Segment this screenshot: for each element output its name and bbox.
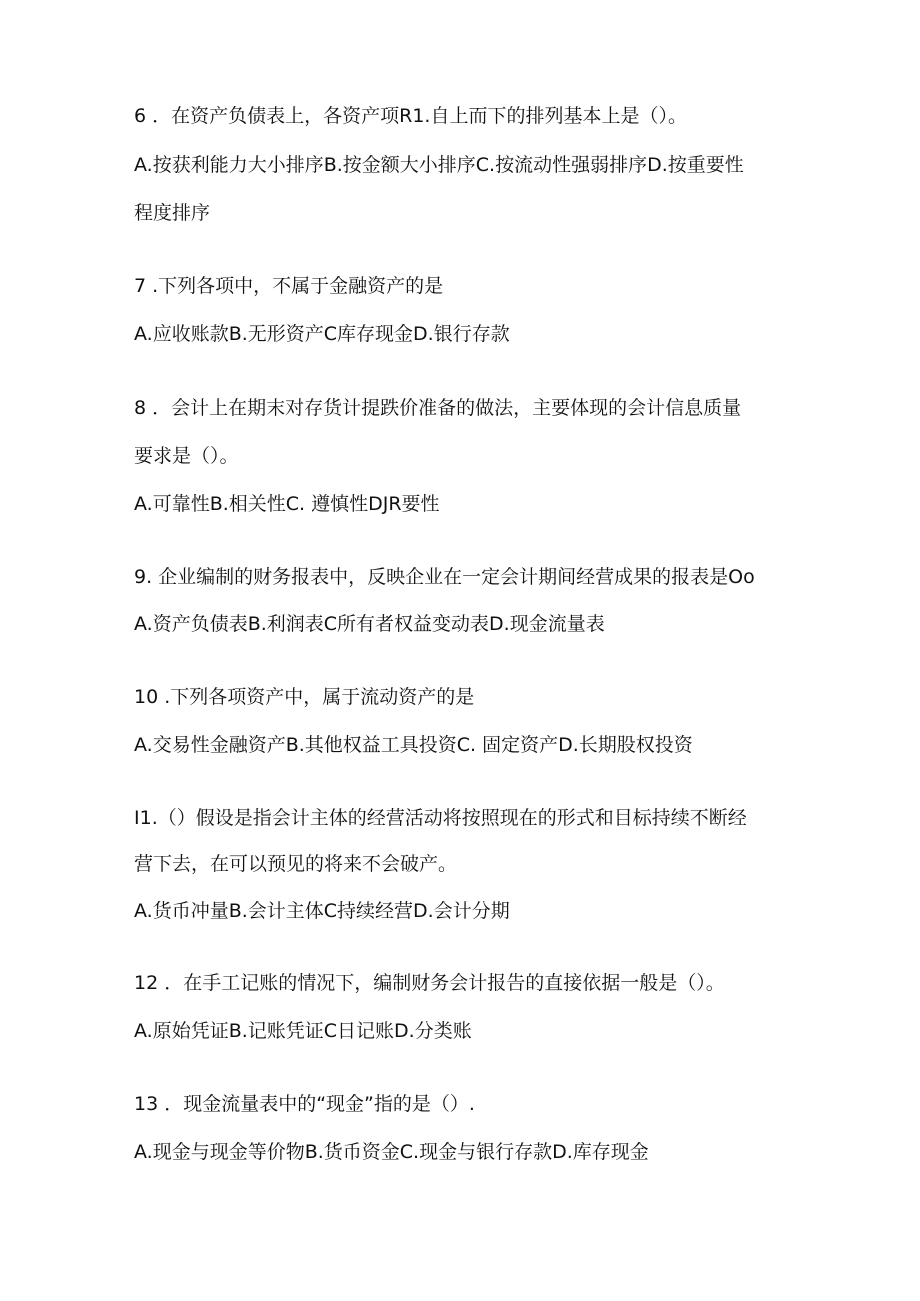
question-11-options: A.货币冲量B.会计主体C持续经营D.会计分期 [134, 900, 510, 922]
question-7-options: A.应收账款B.无形资产C库存现金D.银行存款 [134, 323, 510, 345]
question-7-stem: 7 .下列各项中，不属于金融资产的是 [134, 275, 444, 297]
question-11-stem: I1.（）假设是指会计主体的经营活动将按照现在的形式和目标持续不断经 [134, 807, 747, 829]
question-10-stem: 10 .下列各项资产中，属于流动资产的是 [134, 686, 475, 708]
question-11-stem-continued: 营下去，在可以预见的将来不会破产。 [134, 853, 458, 875]
question-12-stem: 12 ．在手工记账的情况下，编制财务会计报告的直接依据一般是（）。 [134, 972, 725, 994]
question-8-options: A.可靠性B.相关性C. 遵慎性DJR要性 [134, 493, 440, 515]
question-12-options: A.原始凭证B.记账凭证C日记账D.分类账 [134, 1020, 472, 1042]
question-9-options: A.资产负债表B.利润表C所有者权益变动表D.现金流量表 [134, 613, 605, 635]
question-8-stem-continued: 要求是（）。 [134, 445, 239, 467]
question-6-options: A.按获利能力大小排序B.按金额大小排序C.按流动性强弱排序D.按重要性 [134, 154, 744, 176]
question-10-options: A.交易性金融资产B.其他权益工具投资C. 固定资产D.长期股权投资 [134, 734, 693, 756]
question-6-options-continued: 程度排序 [134, 202, 211, 224]
question-8-stem: 8 ．会计上在期末对存货计提跌价准备的做法，主要体现的会计信息质量 [134, 397, 742, 419]
question-9-stem: 9. 企业编制的财务报表中，反映企业在一定会计期间经营成果的报表是Oo [134, 566, 755, 588]
question-13-options: A.现金与现金等价物B.货币资金C.现金与银行存款D.库存现金 [134, 1141, 649, 1163]
question-13-stem: 13 ．现金流量表中的“现金”指的是（）. [134, 1093, 475, 1115]
question-6-stem: 6 ．在资产负债表上，各资产项R1.自上而下的排列基本上是（）。 [134, 105, 687, 127]
